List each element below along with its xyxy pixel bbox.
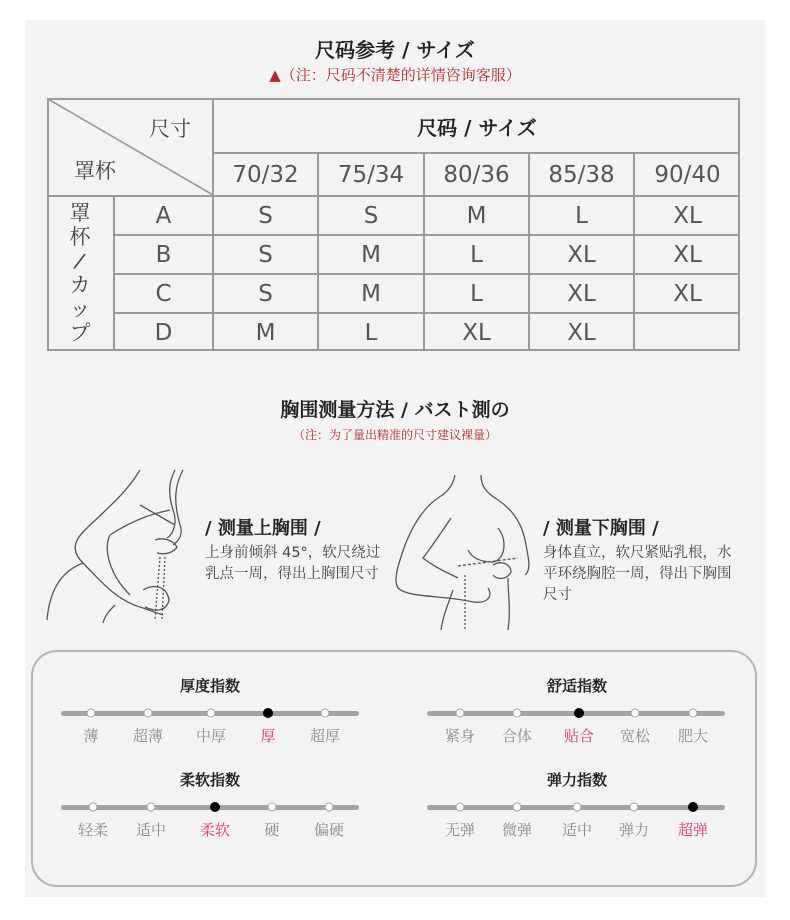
- elasticity-option-label: 适中: [561, 821, 593, 839]
- table-cell: XL: [567, 241, 596, 268]
- under-bust-desc: 身体直立，软尺紧贴乳根，水平环绕胸腔一周，得出下胸围尺寸: [543, 545, 732, 603]
- upper-bust-desc: 上身前倾斜 45°，软尺绕过乳点一周，得出上胸围尺寸: [205, 545, 381, 582]
- table-cell: S: [258, 202, 273, 229]
- softness-option-dot: [147, 803, 156, 812]
- column-header: 70/32: [232, 161, 299, 188]
- comfort-selected-label: 贴合: [563, 727, 595, 745]
- column-header: 80/36: [443, 161, 510, 188]
- thickness-index-title: 厚度指数: [179, 677, 240, 695]
- table-cell: XL: [673, 202, 702, 229]
- table-cell: [635, 314, 740, 351]
- corner-label-cup: 罩杯: [74, 159, 116, 183]
- cup-group-char: プ: [69, 321, 91, 345]
- under-bust-measure-illustration: [393, 470, 543, 630]
- table-cell: L: [470, 241, 483, 268]
- elasticity-option-dot: [573, 803, 582, 812]
- cup-label: A: [155, 202, 172, 229]
- table-cell: M: [466, 202, 487, 229]
- table-cell: L: [470, 280, 483, 307]
- elasticity-selected-dot: [688, 802, 698, 812]
- cup-group-label: [48, 197, 112, 349]
- softness-option-dot: [89, 803, 98, 812]
- thickness-option-dot: [87, 709, 96, 718]
- thickness-option-dot: [321, 709, 330, 718]
- softness-option-label: 适中: [135, 821, 167, 839]
- comfort-index-title: 舒适指数: [546, 677, 607, 695]
- comfort-option-label: 合体: [501, 727, 533, 745]
- thickness-option-label: 中厚: [195, 727, 227, 745]
- table-cell: XL: [673, 280, 702, 307]
- softness-option-label: 硬: [264, 821, 280, 839]
- elasticity-index-title: 弹力指数: [546, 771, 607, 789]
- comfort-option-dot: [689, 709, 698, 718]
- comfort-option-label: 宽松: [619, 727, 651, 745]
- table-cell: XL: [462, 319, 491, 346]
- elasticity-option-label: 微弹: [501, 821, 533, 839]
- column-header: 90/40: [654, 161, 721, 188]
- cup-group-char: 杯: [69, 225, 91, 249]
- table-cell: L: [575, 202, 588, 229]
- size-note: ▲（注：尺码不清楚的详情咨询客服）: [269, 66, 521, 84]
- under-bust-title: / 测量下胸围 /: [543, 518, 659, 539]
- thickness-option-label: 薄: [83, 727, 99, 745]
- table-cell: M: [361, 241, 381, 268]
- measure-note: （注：为了量出精准的尺寸建议裸量）: [292, 428, 497, 442]
- table-cell: M: [255, 319, 276, 346]
- size-header: 尺码 / サイズ: [417, 115, 537, 140]
- upper-bust-measure-illustration: [45, 465, 195, 625]
- cup-label: B: [155, 241, 172, 268]
- comfort-option-dot: [513, 709, 522, 718]
- softness-selected-dot: [210, 802, 220, 812]
- comfort-option-dot: [456, 709, 465, 718]
- cup-group-char: 罩: [69, 201, 91, 225]
- thickness-option-label: 超薄: [132, 727, 164, 745]
- thickness-selected-dot: [263, 708, 273, 718]
- elasticity-option-label: 无弹: [444, 821, 476, 839]
- column-header: 85/38: [548, 161, 615, 188]
- cup-label: C: [155, 280, 172, 307]
- softness-option-dot: [268, 803, 277, 812]
- table-cell: XL: [567, 280, 596, 307]
- table-cell: XL: [673, 241, 702, 268]
- cup-label: D: [154, 319, 173, 346]
- table-cell: L: [364, 319, 378, 346]
- upper-bust-title: / 测量上胸围 /: [205, 518, 321, 539]
- cup-group-char: /: [72, 248, 88, 274]
- comfort-option-label: 肥大: [677, 727, 709, 745]
- table-cell: XL: [567, 319, 596, 346]
- cup-group-char: ッ: [69, 297, 91, 321]
- elasticity-option-dot: [630, 803, 639, 812]
- corner-label-size: 尺寸: [149, 117, 191, 141]
- softness-option-label: 轻柔: [77, 821, 109, 839]
- elasticity-selected-label: 超弹: [677, 821, 709, 839]
- elasticity-option-label: 弹力: [618, 821, 650, 839]
- softness-option-label: 偏硬: [313, 821, 345, 839]
- page-title: 尺码参考 / サイズ: [315, 38, 475, 62]
- table-cell: M: [361, 280, 381, 307]
- comfort-selected-dot: [574, 708, 584, 718]
- column-header: 75/34: [337, 161, 405, 188]
- softness-index-title: 柔软指数: [179, 771, 240, 789]
- elasticity-option-dot: [513, 803, 522, 812]
- thickness-selected-label: 厚: [260, 727, 276, 745]
- table-cell: S: [258, 280, 273, 307]
- thickness-option-dot: [207, 709, 216, 718]
- thickness-option-dot: [144, 709, 153, 718]
- table-cell: S: [258, 241, 273, 268]
- softness-selected-label: 柔软: [199, 821, 231, 839]
- table-cell: S: [363, 202, 379, 229]
- softness-option-dot: [325, 803, 334, 812]
- measure-title: 胸围测量方法 / バスト測の: [280, 399, 510, 421]
- comfort-option-dot: [631, 709, 640, 718]
- cup-group-char: カ: [69, 273, 91, 297]
- thickness-option-label: 超厚: [309, 727, 341, 745]
- comfort-option-label: 紧身: [444, 727, 476, 745]
- elasticity-option-dot: [456, 803, 465, 812]
